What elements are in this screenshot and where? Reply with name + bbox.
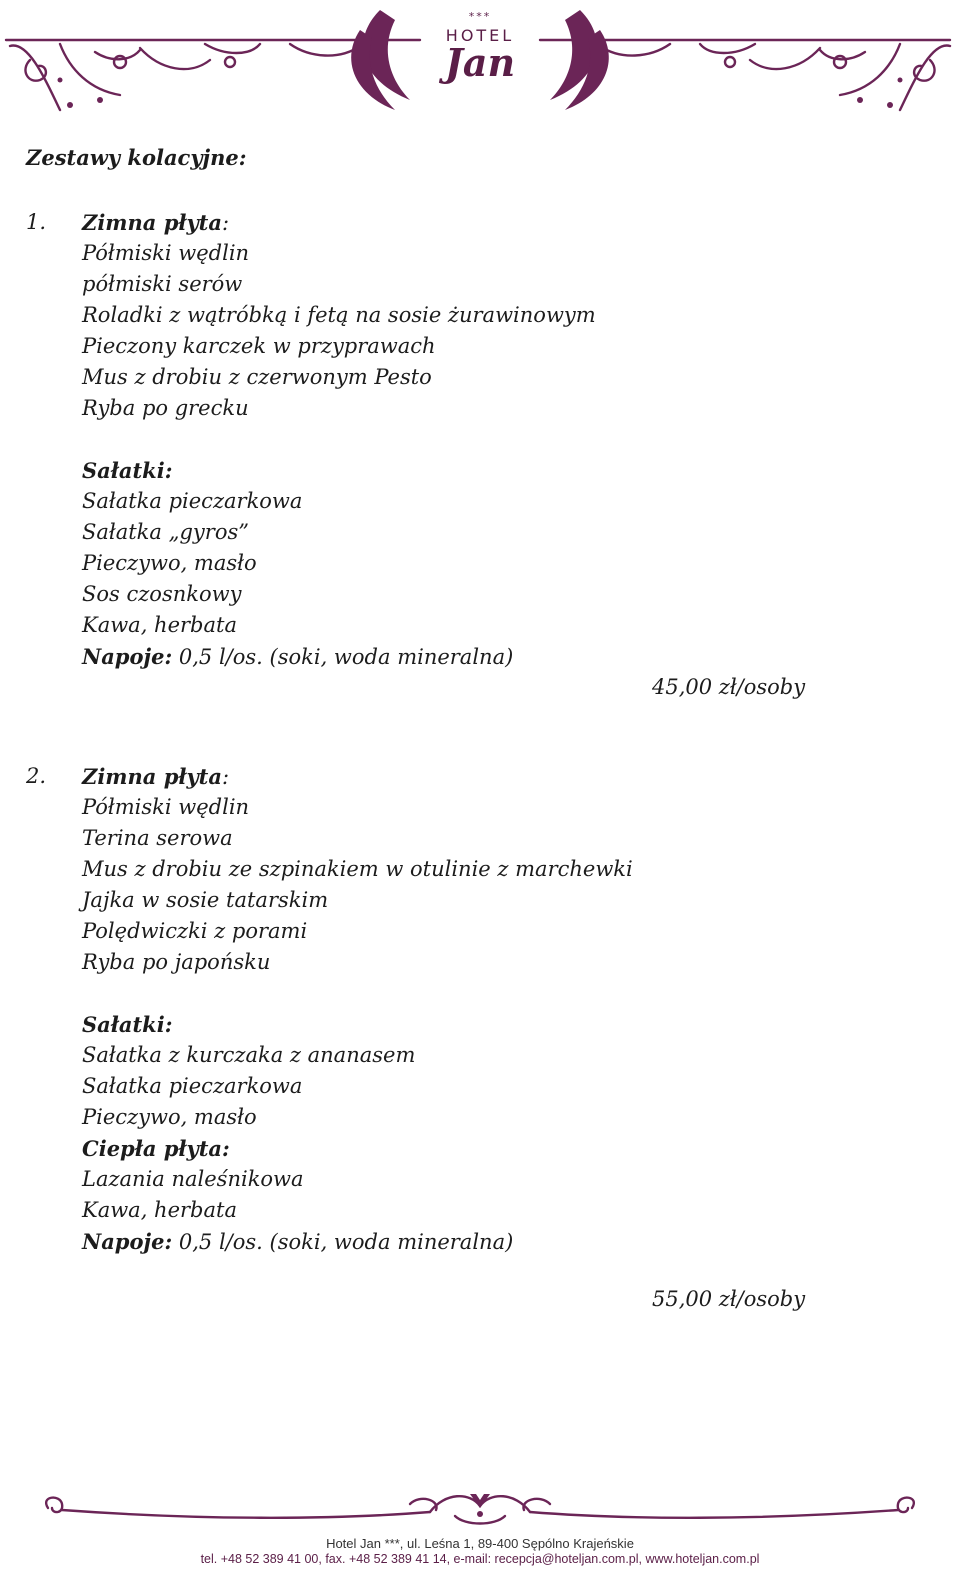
footer-contact: tel. +48 52 389 41 00, fax. +48 52 389 41 14, e-mail: recepcja@hoteljan.com.pl, www.hoteljan.com.pl: [200, 1552, 760, 1566]
list-item: Sos czosnkowy: [82, 582, 242, 606]
list-item: Jajka w sosie tatarskim: [82, 888, 329, 912]
header-banner: [0, 0, 960, 125]
hotel-label: HOTEL: [445, 26, 515, 45]
list-item: Lazania naleśnikowa: [82, 1167, 304, 1191]
price: 45,00 zł/osoby: [652, 675, 806, 699]
list-item: Pieczony karczek w przyprawach: [82, 334, 436, 358]
list-item: Sałatka z kurczaka z ananasem: [82, 1043, 416, 1067]
drinks-text: 0,5 l/os. (soki, woda mineralna): [172, 1230, 514, 1254]
list-item: Ryba po japońsku: [82, 950, 271, 974]
hotel-stars: ***: [468, 10, 492, 23]
menu-body: [82, 761, 882, 1257]
price: 55,00 zł/osoby: [652, 1287, 806, 1311]
drinks-heading: Napoje:: [82, 644, 173, 669]
list-item: Sałatka pieczarkowa: [82, 489, 303, 513]
list-item: półmiski serów: [82, 272, 243, 296]
list-item: Terina serowa: [82, 826, 233, 850]
hotel-logo-name: Jan: [444, 40, 516, 85]
list-item: Sałatka pieczarkowa: [82, 1074, 303, 1098]
section-heading-cold: Zimna płyta:: [82, 764, 230, 789]
section-heading-warm: Ciepła płyta:: [82, 1136, 230, 1161]
list-item: Sałatka „gyros”: [82, 520, 249, 544]
list-item: Roladki z wątróbką i fetą na sosie żurawinowym: [82, 303, 596, 327]
menu-body: [82, 207, 882, 672]
list-item: Półmiski wędlin: [82, 795, 250, 819]
footer-ornament: [0, 1486, 960, 1536]
footer: [0, 1486, 960, 1584]
list-item: Pieczywo, masło: [82, 551, 257, 575]
list-item: Ryba po grecku: [82, 396, 249, 420]
section-heading-salads: Sałatki:: [82, 1012, 173, 1037]
footer-address: Hotel Jan ***, ul. Leśna 1, 89-400 Sępólno Krajeńskie: [326, 1536, 634, 1551]
list-item: Kawa, herbata: [82, 613, 237, 637]
menu-number: 2.: [26, 764, 47, 788]
drinks-line: [82, 641, 882, 672]
list-item: Kawa, herbata: [82, 1198, 237, 1222]
drinks-line: [82, 1226, 882, 1257]
list-item: Pieczywo, masło: [82, 1105, 257, 1129]
drinks-heading: Napoje:: [82, 1229, 173, 1254]
list-item: Półmiski wędlin: [82, 241, 250, 265]
section-heading-cold: Zimna płyta:: [82, 210, 230, 235]
list-item: Mus z drobiu ze szpinakiem w otulinie z marchewki: [82, 857, 633, 881]
menu-number: 1.: [26, 210, 47, 234]
list-item: Mus z drobiu z czerwonym Pesto: [82, 365, 432, 389]
page-title: Zestawy kolacyjne:: [26, 145, 247, 170]
section-heading-salads: Sałatki:: [82, 458, 173, 483]
drinks-text: 0,5 l/os. (soki, woda mineralna): [172, 645, 514, 669]
list-item: Polędwiczki z porami: [82, 919, 308, 943]
